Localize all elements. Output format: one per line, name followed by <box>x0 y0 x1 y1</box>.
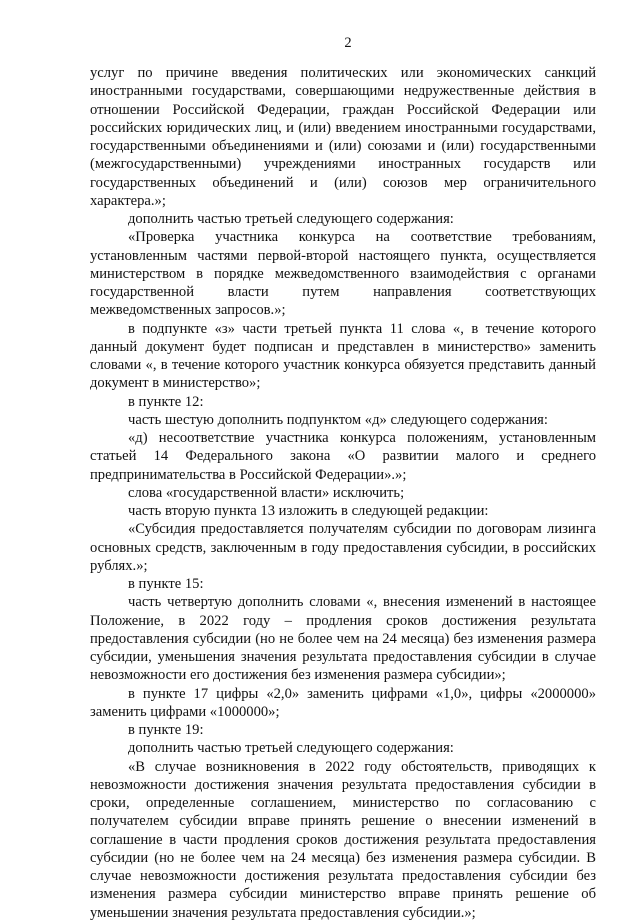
paragraph: услуг по причине введения политических или экономических санкций иностранными государствами, совершающими недружественные действия в отношении Российской Федерации, граждан Российской Федерации или российских юридических лиц, и (или) введением иностранными государствами, государственными объединениями и (или) союзами и (или) государственными (межгосударственными) учреждениями иностранных государств или государственных объединений и (или) союзов мер ограничительного характера.»; <box>90 65 596 209</box>
paragraph: «Проверка участника конкурса на соответствие требованиям, установленным частями первой-второй настоящего пункта, осуществляется министерством в порядке межведомственного взаимодействия с органами государственной власти путем направления соответствующих межведомственных запросов.»; <box>90 229 596 319</box>
page-number: 2 <box>344 35 352 51</box>
paragraph: часть шестую дополнить подпунктом «д» следующего содержания: <box>128 411 548 428</box>
paragraph: дополнить частью третьей следующего содержания: <box>128 740 454 757</box>
paragraph: часть вторую пункта 13 изложить в следующей редакции: <box>128 503 489 519</box>
paragraph: «В случае возникновения в 2022 году обстоятельств, приводящих к невозможности достижения значения результата предоставления субсидии в сроки, определенные соглашением, министерство по согласованию с получателем субсидии вправе принять решение о внесении изменений в соглашение в части продления сроков достижения результата предоставления субсидии (но не более чем на 24 месяца) без изменения размера субсидии. В случае невозможности достижения результата предоставления субсидии без изменения размера субсидии министерство вправе принять решение об уменьшении значения результата предоставления субсидии.»; <box>90 758 596 921</box>
paragraph: дополнить частью третьей следующего содержания: <box>128 211 454 227</box>
paragraph: в пункте 19: <box>128 722 204 738</box>
paragraph: «д) несоответствие участника конкурса положениям, установленным статьей 14 Федерального закона «О развитии малого и среднего предпринимательства в Российской Федерации».»; <box>90 430 596 483</box>
paragraph: «Субсидия предоставляется получателям субсидии по договорам лизинга основных средств, заключенным в году предоставления субсидии, в российских рублях.»; <box>90 521 596 574</box>
paragraph: в подпункте «з» части третьей пункта 11 слова «, в течение которого данный документ будет подписан и представлен в министерство» заменить словами «, в течение которого участник конкурса обязуется представить данный документ в министерство»; <box>90 320 596 392</box>
paragraph: часть четвертую дополнить словами «, внесения изменений в настоящее Положение, в 2022 году – продления сроков достижения результата предоставления субсидии (но не более чем на 24 месяца) без изменения размера субсидии, уменьшения значения результата предоставления субсидии в случае невозможности его достижения без изменения размера субсидии»; <box>90 594 596 684</box>
paragraph: в пункте 15: <box>128 576 204 592</box>
paragraph: в пункте 17 цифры «2,0» заменить цифрами «1,0», цифры «2000000» заменить цифрами «1000000»; <box>90 685 596 720</box>
document-body <box>90 64 596 922</box>
paragraph: в пункте 12: <box>128 393 204 410</box>
paragraph: слова «государственной власти» исключить; <box>128 484 405 501</box>
